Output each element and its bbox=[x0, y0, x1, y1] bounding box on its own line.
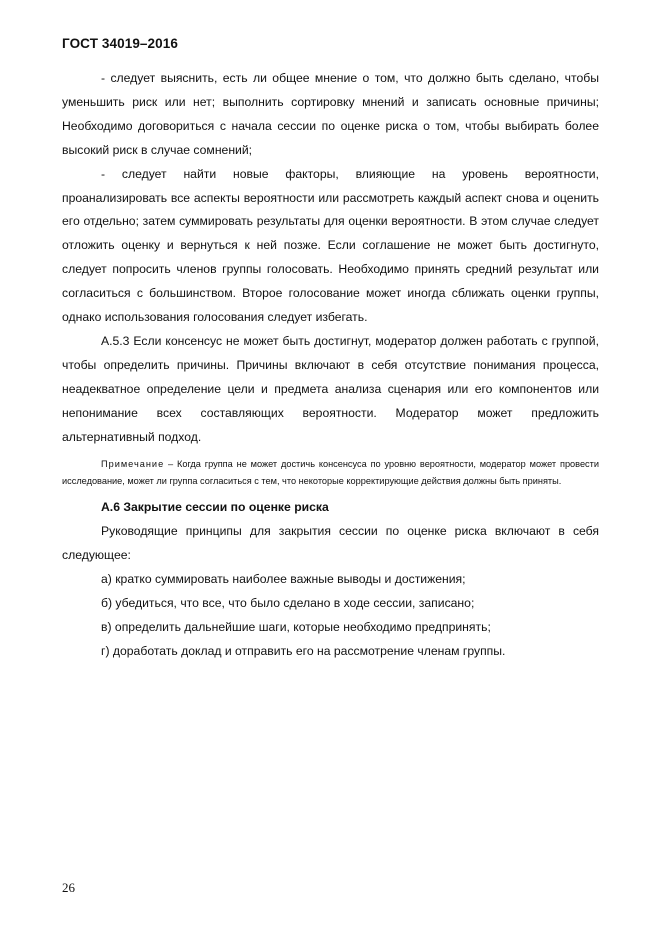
paragraph-consensus-check: - следует выяснить, есть ли общее мнение о том, что должно быть сделано, чтобы уменьшить риск или нет; выполнить сортировку мнений и записать основные причины; Необходимо договориться с начала сессии по оценке риска о том, чтобы выбирать более высокий риск в случае сомнений; bbox=[62, 71, 599, 157]
note-label: Примечание bbox=[101, 458, 165, 469]
note-block bbox=[62, 456, 599, 491]
note-text: Когда группа не может достичь консенсуса по уровню вероятности, модератор может провести исследование, может ли группа согласиться с тем, что некоторые корректирующие действия должны быть приняты. bbox=[62, 458, 599, 486]
document-id-header: ГОСТ 34019–2016 bbox=[62, 36, 178, 51]
list-item: г) доработать доклад и отправить его на рассмотрение членам группы. bbox=[101, 643, 506, 658]
section-intro: Руководящие принципы для закрытия сессии по оценке риска включают в себя следующее: bbox=[62, 524, 599, 562]
list-item: а) кратко суммировать наиболее важные выводы и достижения; bbox=[101, 571, 466, 586]
paragraph-a-5-3: А.5.3 Если консенсус не может быть достигнут, модератор должен работать с группой, чтобы определить причины. Причины включают в себя отсутствие понимания процесса, неадекватное определение цели и предмета анализа сценария или его компонентов или непонимание всех составляющих вероятности. Модератор может предложить альтернативный подход. bbox=[62, 333, 599, 444]
page-body bbox=[62, 67, 599, 663]
list-item: в) определить дальнейшие шаги, которые необходимо предпринять; bbox=[101, 619, 491, 634]
section-heading-a-6: А.6 Закрытие сессии по оценке риска bbox=[101, 500, 329, 515]
page-number: 26 bbox=[62, 880, 75, 895]
list-item: б) убедиться, что все, что было сделано в ходе сессии, записано; bbox=[101, 595, 475, 610]
note-dash: – bbox=[164, 458, 178, 469]
paragraph-new-factors: - следует найти новые факторы, влияющие на уровень вероятности, проанализировать все аспекты вероятности или рассмотреть каждый аспект снова и оценить его отдельно; затем суммировать результаты для оценки вероятности. В этом случае следует отложить оценку и вернуться к ней позже. Если соглашение не может быть достигнуто, следует попросить членов группы голосовать. Необходимо принять средний результат или согласиться с большинством. Второе голосование может иногда сближать оценки группы, однако использования голосования следует избегать. bbox=[62, 166, 599, 325]
